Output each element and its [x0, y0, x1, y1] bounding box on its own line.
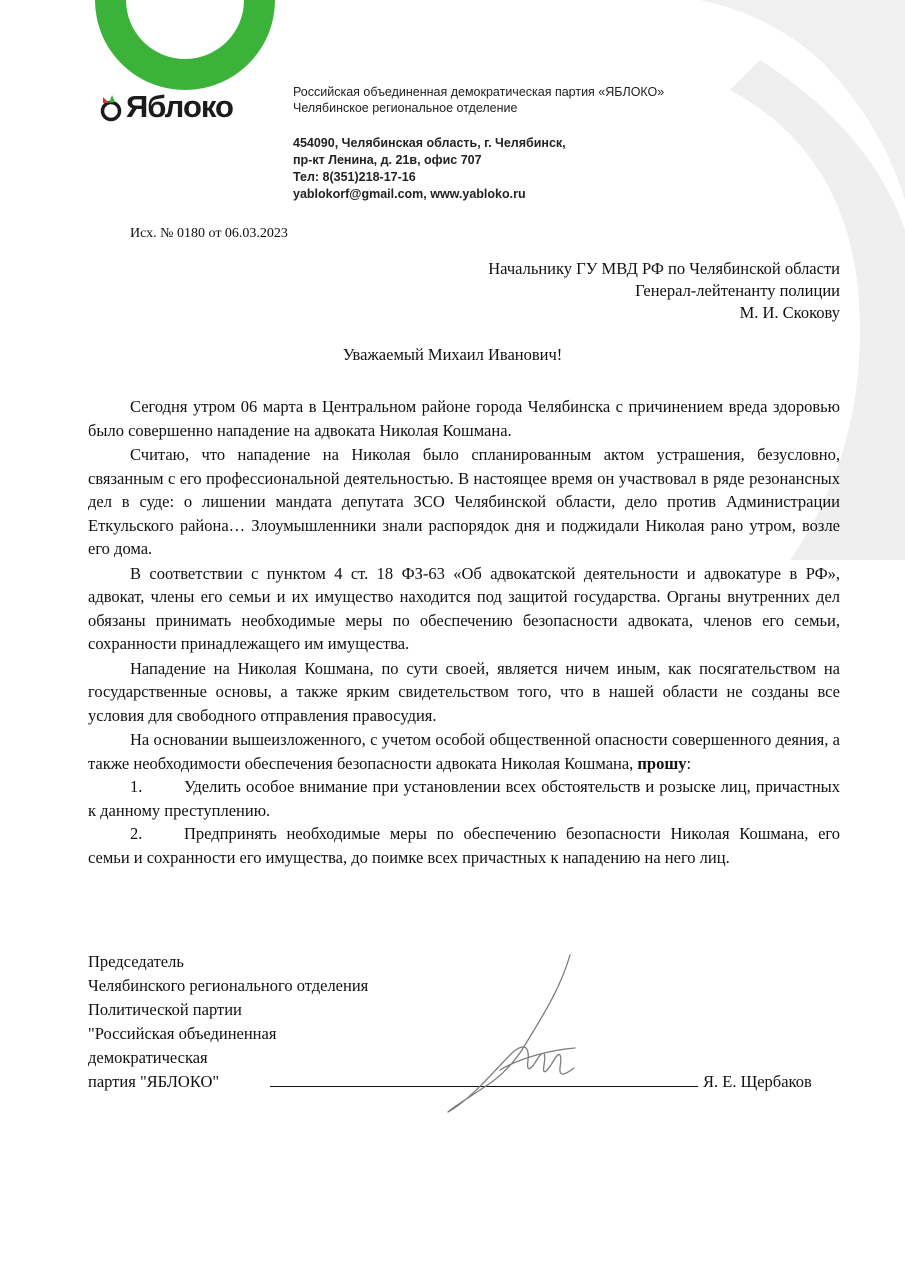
sig-line-2: Челябинского регионального отделения: [88, 976, 369, 995]
org-name: Российская объединенная демократическая партия «ЯБЛОКО»: [293, 85, 665, 99]
sig-line-1: Председатель: [88, 952, 184, 971]
signature-title-block: [88, 950, 368, 1094]
branch-name: Челябинское региональное отделение: [293, 101, 518, 115]
sig-line-4: "Российская объединенная: [88, 1024, 277, 1043]
list-item: [88, 775, 840, 822]
recipient-line-1: Начальнику ГУ МВД РФ по Челябинской области: [488, 259, 840, 278]
letter-body: [88, 395, 840, 869]
recipient-line-2: Генерал-лейтенанту полиции: [635, 281, 840, 300]
paragraph: В соответствии с пунктом 4 ст. 18 ФЗ-63 «Об адвокатской деятельности и адвокатуре в РФ», адвокат, члены его семьи и их имущество находится под защитой государства. Органы внутренних дел обязаны принимать необходимые меры по обеспечению безопасности адвоката, членов его семьи, сохранности принадлежащего им имущества.: [88, 563, 840, 653]
request-tail: :: [686, 753, 692, 773]
list-number: 1.: [130, 777, 143, 796]
recipient-line-3: М. И. Скокову: [739, 303, 840, 322]
phone: Тел: 8(351)218-17-16: [293, 170, 416, 184]
request-keyword: прошу: [637, 753, 687, 773]
contact-block: [293, 135, 566, 203]
greeting: Уважаемый Михаил Иванович!: [342, 345, 563, 364]
outgoing-reference: Исх. № 0180 от 06.03.2023: [130, 226, 288, 241]
list-text: Уделить особое внимание при установлении всех обстоятельств и розыске лиц, причастных к данному преступлению.: [88, 777, 840, 820]
paragraph: Нападение на Николая Кошмана, по сути своей, является ничем иным, как посягательством на государственные основы, а также ярким свидетельством того, что в нашей области не созданы все условия для свободного отправления правосудия.: [88, 658, 840, 725]
list-item: [88, 822, 840, 869]
email-web: yablokorf@gmail.com, www.yabloko.ru: [293, 187, 526, 201]
green-arc-decoration: [95, 0, 275, 90]
sig-line-3: Политической партии: [88, 1000, 242, 1019]
list-text: Предпринять необходимые меры по обеспечению безопасности Николая Кошмана, его семьи и сохранности его имущества, до поимке всех причастных к нападению на него лиц.: [88, 824, 840, 867]
signer-name: Я. Е. Щербаков: [703, 1072, 812, 1091]
organization-header: [293, 84, 664, 116]
request-lead: На основании вышеизложенного, с учетом особой общественной опасности совершенного деяния, а также необходимости обеспечения безопасности адвоката Николая Кошмана,: [88, 730, 840, 773]
apple-logo-icon: [100, 93, 126, 123]
list-number: 2.: [130, 824, 143, 843]
request-paragraph: [88, 728, 840, 775]
paragraph: Сегодня утром 06 марта в Центральном районе города Челябинска с причинением вреда здоровью было совершенно нападение на адвоката Николая Кошмана.: [88, 397, 840, 440]
logo-wordmark: Яблоко: [126, 89, 233, 124]
sig-line-6: партия "ЯБЛОКО": [88, 1072, 220, 1091]
recipient-block: [488, 258, 840, 324]
paragraph: Считаю, что нападение на Николая было спланированным актом устрашения, безусловно, связанным с его профессиональной деятельностью. В настоящее время он участвовал в ряде резонансных дел в суде: о лишении мандата депутата ЗСО Челябинской области, дело против Администрации Еткульского района… Злоумышленники знали распорядок дня и поджидали Николая рано утром, возле его дома.: [88, 445, 840, 558]
sig-line-5: демократическая: [88, 1048, 208, 1067]
address-line-1: 454090, Челябинская область, г. Челябинск,: [293, 136, 566, 150]
address-line-2: пр-кт Ленина, д. 21в, офис 707: [293, 153, 482, 167]
handwritten-signature: [440, 950, 600, 1115]
